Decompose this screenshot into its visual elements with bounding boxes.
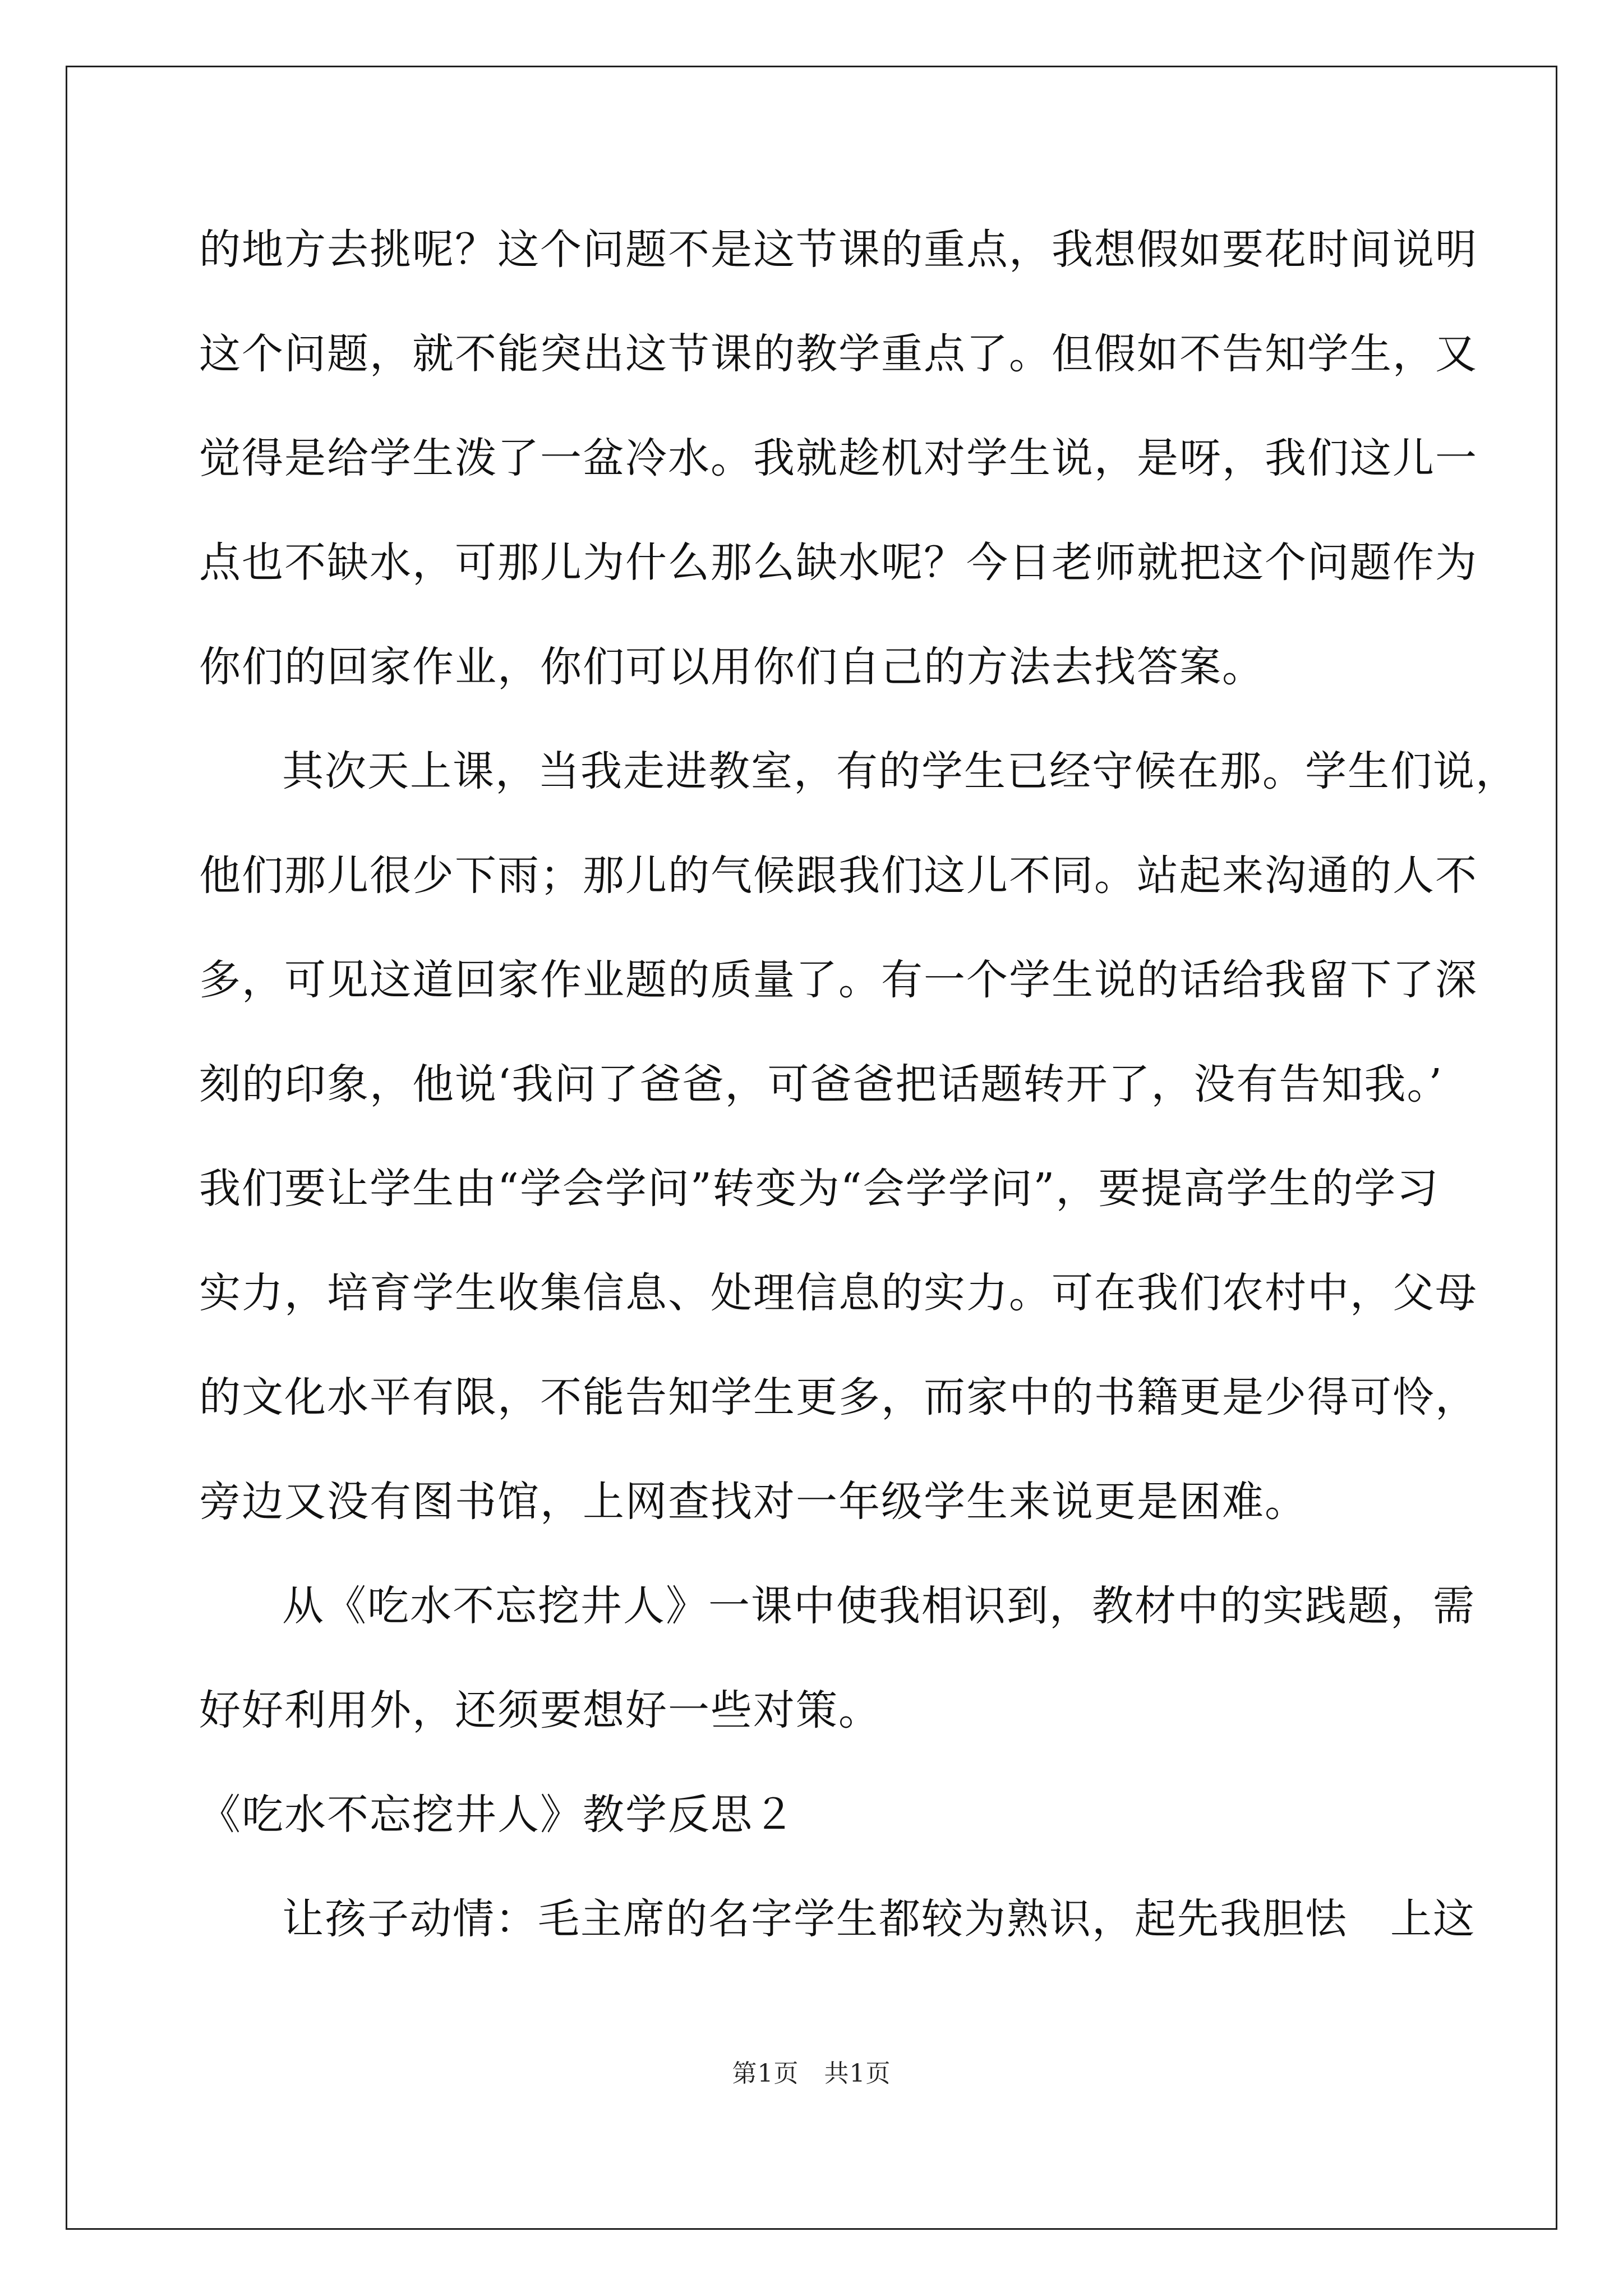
- text-line: 觉得是给学生泼了一盆冷水。我就趁机对学生说，是呀，我们这儿一: [199, 434, 1478, 482]
- text-line: 他们那儿很少下雨；那儿的气候跟我们这儿不同。站起来沟通的人不: [199, 852, 1478, 900]
- paragraph-3: [199, 1571, 1476, 1780]
- text-line: 刻的印象，他说‘我问了爸爸，可爸爸把话题转开了，没有告知我。’: [199, 1060, 1444, 1108]
- text-line: 让孩子动情：毛主席的名字学生都较为熟识，起先我胆怯 上这: [282, 1895, 1476, 1943]
- text-line: 的地方去挑呢？这个问题不是这节课的重点，我想假如要花时间说明: [199, 226, 1478, 274]
- text-line: 旁边又没有图书馆，上网查找对一年级学生来说更是困难。: [199, 1478, 1307, 1526]
- text-line: 这个问题，就不能突出这节课的教学重点了。但假如不告知学生，又: [199, 330, 1478, 378]
- text-line: 从《吃水不忘挖井人》一课中使我相识到，教材中的实践题，需: [282, 1582, 1476, 1630]
- paragraph-4: [199, 1884, 1476, 1989]
- text-line: 好好利用外，还须要想好一些对策。: [199, 1686, 881, 1734]
- paragraph-1: [199, 215, 1478, 737]
- text-line: 点也不缺水，可那儿为什么那么缺水呢？今日老师就把这个问题作为: [199, 539, 1478, 587]
- text-line: 其次天上课，当我走进教室，有的学生已经守候在那。学生们说，: [282, 747, 1518, 795]
- text-line: 我们要让学生由“学会学问”转变为“会学学问”，要提高学生的学习: [199, 1165, 1440, 1213]
- text-line: 多，可见这道回家作业题的质量了。有一个学生说的话给我留下了深: [199, 956, 1478, 1004]
- text-line: 你们的回家作业，你们可以用你们自己的方法去找答案。: [199, 643, 1265, 691]
- section-heading: 《吃水不忘挖井人》教学反思２: [199, 1791, 796, 1839]
- document-body: [199, 215, 1518, 1989]
- text-line: 实力，培育学生收集信息、处理信息的实力。可在我们农村中，父母: [199, 1269, 1478, 1317]
- paragraph-2: [199, 737, 1518, 1571]
- text-line: 的文化水平有限，不能告知学生更多，而家中的书籍更是少得可怜，: [199, 1373, 1478, 1421]
- page-footer: 第1页 共1页: [732, 2059, 891, 2088]
